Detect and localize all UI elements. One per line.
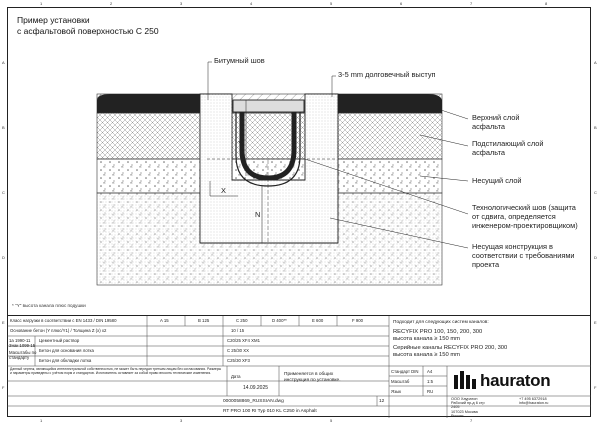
left-small-3: Масштабы по [9,350,37,355]
load-class-e600: E 600 [312,318,324,323]
footnote: * "Y" высота канала плюс подушки [12,303,86,308]
side-marker-e-right: E [594,320,597,325]
address-block [451,397,485,418]
address-line-4: 107023 Москва [451,409,478,414]
label-tech-joint-line-3: инженером-проектировщиком) [472,221,578,230]
email: info@hauraton.ru [519,401,549,406]
contact-block [519,397,548,405]
side-marker-3: 3 [180,1,183,6]
address-line-5: Россия [451,413,464,418]
side-marker-f-right: F [594,385,597,390]
applicable-header: Подходит для следующих систем каналов: [393,320,489,325]
label-top-asphalt [472,113,519,131]
drawing-title-line-2: с асфальтовой поверхностью С 250 [17,25,159,36]
side-marker-7: 7 [470,1,473,6]
scale-value: 1:5 [427,379,433,384]
dim-row-value: 10 / 15 [231,328,245,333]
left-small-1: 1a 1990-11 [9,338,31,343]
caption-line: RT PRO 100 RI Typ 010 KL C250 in Asphalt [223,409,317,414]
label-binder-asphalt-line-2: асфальта [472,148,505,157]
std-label: Стандарт DIN [391,369,419,374]
label-tech-joint [472,203,578,230]
label-gap: 3-5 mm долговечный выступ [338,70,436,79]
side-marker-2: 2 [110,1,113,6]
date-value: 14.09.2025 [243,385,269,391]
dim-y-label: Y [238,139,243,148]
drawing-title-line-1: Пример установки [17,15,90,25]
row2-label: Цементный раствор [39,338,80,343]
label-bearing-structure-line-2: соответствии с требованиями [472,251,575,260]
side-marker-a: A [2,60,5,65]
side-marker-5-bottom: 5 [330,418,333,423]
side-marker-7-bottom: 7 [470,418,473,423]
title-block [7,315,591,417]
dim-n-label: N [255,210,261,219]
side-marker-b: B [2,125,5,130]
dim-row-label: Основание бетон (Y плюс/Y1) / Толщина Z (x) x2 [10,328,107,333]
sheet-no: 12 [379,399,385,404]
label-bearing-structure [472,242,575,269]
address-line-1: ООО Хауратон [451,397,478,401]
load-class-b125: B 125 [198,318,210,323]
label-top-asphalt-line-1: Верхний слой [472,113,520,122]
address-line-3: 2405 [451,405,460,410]
side-marker-e: E [2,320,5,325]
side-marker-8: 8 [545,1,548,6]
disclaimer: Данный чертеж, являющийся интеллектуальной собственностью, не может быть передан третьим лицам без согласования. Размеры и параметры приведены с учётом норм и стандартов. Изготовитель оставляет за собой право вносить технические изменения. [10,367,222,375]
row3-label: Бетон для основания лотка [39,348,94,353]
side-marker-1-bottom: 1 [40,418,43,423]
note-line-1: Применяется в общих [284,372,334,377]
side-marker-5: 5 [330,1,333,6]
side-marker-4: 4 [250,1,253,6]
label-top-asphalt-line-2: асфальта [472,122,505,131]
label-binder-asphalt-line-1: Подстилающий слой [472,139,544,148]
label-base-layer-line-1: Несущий слой [472,176,522,185]
hauraton-logo [454,371,550,391]
label-tech-joint-line-2: от сдвига, определяется [472,212,556,221]
scale-label: Масштаб [391,379,410,384]
lang-label: Язык [391,389,402,394]
side-marker-3-bottom: 3 [180,418,183,423]
label-tech-joint-line-1: Технологический шов (защита [472,203,576,212]
binder-asphalt-layer [97,113,442,159]
logo-mark-icon [454,371,478,391]
std-value: A4 [427,369,433,374]
side-marker-d-right: D [594,255,597,260]
row3-value: C 25/30 XX [227,348,249,353]
load-class-a15: A 15 [160,318,169,323]
label-bearing-structure-line-3: проекта [472,260,500,269]
load-class-d400: D 400** [272,318,287,323]
side-marker-f: F [2,385,5,390]
address-line-2: Рабочий пр-д 6 стр [451,401,485,406]
side-marker-c-right: C [594,190,597,195]
side-marker-d: D [2,255,5,260]
applicable-1: RECYFIX PRO 100, 150, 200, 300 [393,329,483,335]
left-small-2: Знак 1099-15 [9,343,36,348]
side-marker-c: C [2,190,5,195]
file-name: 0000058869_RUSSIAN.dwg [223,399,284,404]
label-bearing-structure-line-1: Несущая конструкция в [472,242,553,251]
dim-x-label: X [221,186,226,195]
label-bitumen-joint: Битумный шов [214,56,265,65]
applicable-2: Серийные каналы RECYFIX PRO 200, 300 [393,345,508,351]
side-marker-a-right: A [594,60,597,65]
row4-value: C25/30 XF3 [227,358,250,363]
grating [233,100,304,112]
logo-text: hauraton [480,371,551,390]
row4-label: Бетон для обкладки лотка [39,358,92,363]
phone: +7 495 6372918 [519,397,547,401]
load-class-c250: C 250 [236,318,248,323]
applicable-1b: высота канала ≥ 150 mm [393,336,460,342]
row2-value: C20/25 XF4 XM1 [227,338,260,343]
load-class-f900: F 900 [352,318,363,323]
lang-value: RU [427,389,434,394]
left-small-4: стандарту [9,355,30,360]
label-binder-asphalt [472,139,543,157]
applicable-2b: высота канала ≥ 150 mm [393,352,460,358]
note-line-2: инструкция по установке. [284,378,341,383]
load-class-header: Класс нагрузки в соответствии с EN 1433 / DIN 19580 [10,318,117,323]
side-marker-1: 1 [40,1,43,6]
label-base-layer [472,176,522,185]
asphalt-dark-left [97,94,200,113]
side-marker-6: 6 [400,1,403,6]
side-marker-b-right: B [594,125,597,130]
date-label: Дата [231,374,241,379]
asphalt-dark-right [338,94,442,113]
